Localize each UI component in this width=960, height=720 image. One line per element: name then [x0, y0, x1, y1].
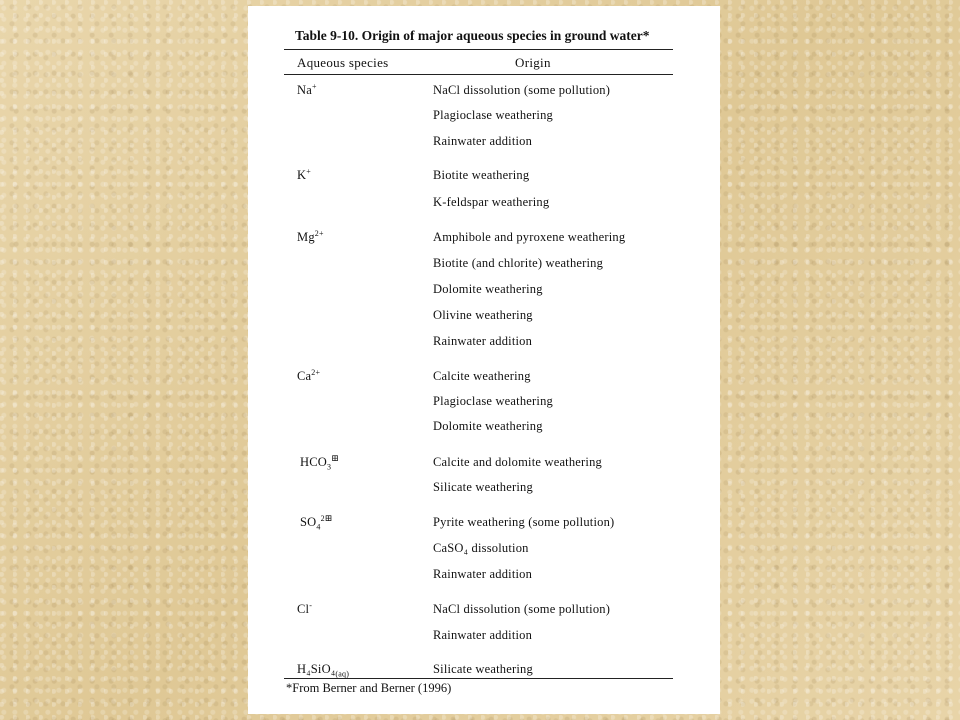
- species-symbol: HCO: [300, 455, 327, 469]
- origin-cell: Amphibole and pyroxene weathering: [433, 230, 626, 244]
- origin-cell: Rainwater addition: [433, 567, 533, 581]
- species-symbol: Mg: [297, 230, 315, 244]
- origin-cell: Calcite and dolomite weathering: [433, 455, 602, 469]
- species-cell: [297, 230, 324, 245]
- species-cell: [297, 602, 312, 617]
- species-symbol: SO: [300, 515, 317, 529]
- species-symbol: K: [297, 168, 307, 182]
- species-charge: +: [306, 166, 311, 176]
- table-title: Table 9-10. Origin of major aqueous species in ground water*: [295, 28, 650, 43]
- origin-cell: NaCl dissolution (some pollution): [433, 602, 611, 616]
- symbol-box-icon: ⊞: [331, 452, 339, 463]
- origin-cell: K-feldspar weathering: [433, 195, 550, 209]
- origin-cell: Plagioclase weathering: [433, 108, 553, 122]
- origin-cell: Biotite weathering: [433, 168, 530, 182]
- origin-cell: NaCl dissolution (some pollution): [433, 83, 611, 97]
- species-subscript: 4: [316, 522, 321, 532]
- species-symbol: Cl: [297, 602, 310, 616]
- species-symbol: Ca: [297, 369, 312, 383]
- species-charge: 2+: [314, 228, 324, 238]
- species-charge: -: [309, 600, 313, 610]
- species-cell: [300, 452, 339, 472]
- species-charge: 2+: [311, 367, 321, 377]
- origin-cell: Silicate weathering: [433, 662, 533, 676]
- species-subscript: (aq): [335, 669, 350, 679]
- species-cell: [297, 83, 317, 98]
- origin-cell: Biotite (and chlorite) weathering: [433, 256, 604, 270]
- origin-cell: CaSO₄ dissolution: [433, 541, 529, 555]
- origin-cell: Dolomite weathering: [433, 419, 543, 433]
- document-page: [248, 6, 720, 714]
- species-cell: [297, 662, 349, 677]
- species-subscript: 3: [327, 462, 332, 472]
- origin-cell: Rainwater addition: [433, 628, 533, 642]
- origin-cell: Calcite weathering: [433, 369, 531, 383]
- origin-cell: Silicate weathering: [433, 480, 533, 494]
- top-rule: [284, 49, 673, 50]
- header-species: Aqueous species: [297, 55, 389, 70]
- species-symbol: H₄SiO₄: [297, 662, 336, 676]
- origin-cell: Dolomite weathering: [433, 282, 543, 296]
- symbol-box-icon: ⊞: [324, 512, 333, 523]
- origin-cell: Pyrite weathering (some pollution): [433, 515, 615, 529]
- origin-cell: Plagioclase weathering: [433, 394, 553, 408]
- origin-cell: Rainwater addition: [433, 134, 533, 148]
- species-charge: +: [311, 81, 317, 91]
- bottom-rule: [284, 678, 673, 679]
- header-rule: [284, 74, 673, 75]
- species-cell: [297, 369, 320, 384]
- table-footnote: *From Berner and Berner (1996): [286, 681, 452, 695]
- origin-cell: Rainwater addition: [433, 334, 533, 348]
- origin-cell: Olivine weathering: [433, 308, 533, 322]
- species-charge: 2: [320, 513, 325, 523]
- species-cell: [297, 168, 311, 183]
- species-symbol: Na: [297, 83, 312, 97]
- header-origin: Origin: [515, 55, 551, 70]
- species-cell: [300, 512, 333, 532]
